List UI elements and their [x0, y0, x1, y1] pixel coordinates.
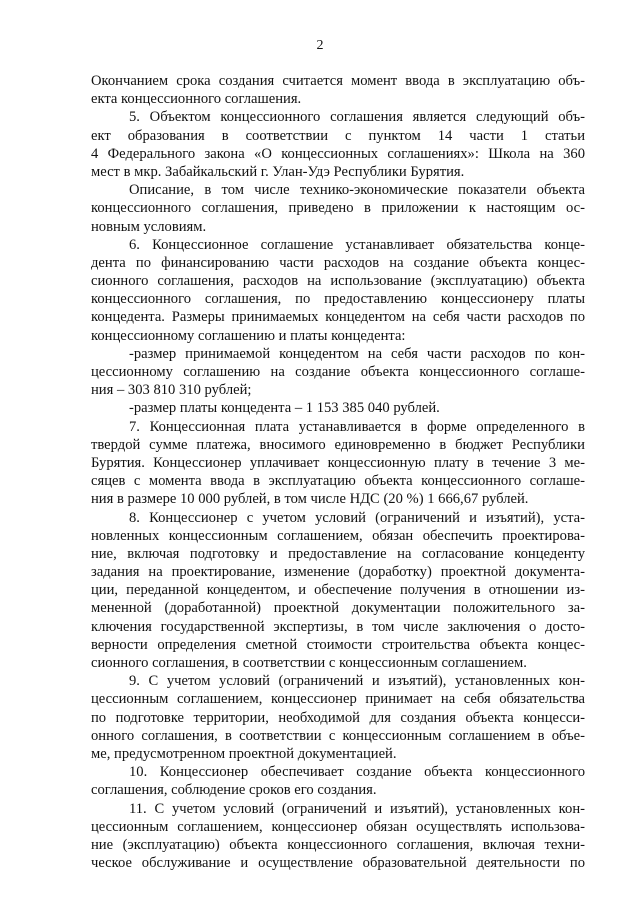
text-line: сионного соглашения, в соответствии с концессионным соглашением. [91, 655, 527, 671]
text-line: сяцев с момента ввода в эксплуатацию объекта концессионного соглаше- [91, 473, 585, 490]
text-line: екта концессионного соглашения. [91, 91, 302, 108]
text-line: ект образования в соответствии с пунктом 14 части 1 статьи [91, 127, 585, 144]
text-line: новленных концессионным соглашением, обязан обеспечить проектирова- [91, 527, 585, 544]
document-body [91, 72, 585, 872]
text-line: мененной (доработанной) проектной документации положительного за- [91, 600, 585, 617]
text-line: -размер платы концедента – 1 153 385 040 рублей. [129, 400, 440, 417]
text-line: 6. Концессионное соглашение устанавливает обязательства конце- [129, 236, 585, 253]
text-line: ние (эксплуатацию) объекта концессионного соглашения, включая техни- [91, 836, 585, 853]
text-line: задания на проектирование, изменение (доработку) проектной документа- [91, 564, 585, 581]
text-line: 10. Концессионер обеспечивает создание объекта концессионного [129, 764, 585, 781]
page-number: 2 [316, 38, 324, 53]
text-line: 7. Концессионная плата устанавливается в форме определенного в [129, 418, 585, 435]
text-line: сионного соглашения, расходов на использование (эксплуатацию) объекта [91, 273, 585, 290]
text-line: концессионного соглашения, по предоставлению концессионеру платы [91, 291, 585, 308]
text-line: 9. С учетом условий (ограничений и изъятий), установленных кон- [129, 673, 585, 690]
text-line: ческое обслуживание и осуществление образовательной деятельности по [91, 855, 585, 872]
text-line: ния в размере 10 000 рублей, в том числе НДС (20 %) 1 666,67 рублей. [91, 491, 529, 508]
text-line: Окончанием срока создания считается момент ввода в эксплуатацию объ- [91, 73, 585, 89]
text-line: ние, включая подготовку и предоставление на согласование концеденту [91, 545, 585, 562]
text-line: Бурятия. Концессионер уплачивает концессионную плату в течение 3 ме- [91, 454, 585, 471]
text-line: 8. Концессионер с учетом условий (ограничений и изъятий), уста- [129, 509, 585, 526]
text-line: концессионному соглашению и платы концедента: [91, 327, 406, 344]
text-line: ции, переданной концедентом, и обеспечение получения в отношении из- [91, 582, 585, 599]
text-line: Описание, в том числе технико-экономические показатели объекта [129, 182, 585, 199]
text-line: 11. С учетом условий (ограничений и изъятий), установленных кон- [129, 800, 585, 817]
text-line: твердой сумме платежа, вносимого единовременно в бюджет Республики [91, 436, 585, 453]
text-line: цессионным соглашением, концессионер принимает на себя обязательства [91, 691, 585, 708]
text-line: дента по финансированию части расходов на создание объекта концес- [91, 254, 585, 271]
text-line: цессионному соглашению на создание объекта концессионного соглаше- [91, 364, 585, 380]
text-line: по подготовке территории, необходимой для создания объекта концесси- [91, 709, 585, 726]
text-line: ключения государственной экспертизы, в том числе заключения о досто- [91, 618, 585, 635]
text-line: цессионным соглашением, концессионер обязан осуществлять использова- [91, 818, 585, 835]
text-line: новным условиям. [91, 218, 207, 235]
text-line: 4 Федерального закона «О концессионных соглашениях»: Школа на 360 [91, 145, 585, 162]
text-line: соглашения, соблюдение сроков его создания. [91, 782, 377, 799]
text-line: -размер принимаемой концедентом на себя части расходов по кон- [129, 345, 585, 362]
text-line: верности определения сметной стоимости строительства объекта концес- [91, 636, 585, 653]
text-line: ме, предусмотренном проектной документацией. [91, 745, 397, 762]
text-line: онного соглашения, в соответствии с концессионным соглашением в объе- [91, 727, 585, 744]
text-line: мест в мкр. Забайкальский г. Улан-Удэ Республики Бурятия. [91, 163, 465, 180]
text-line: ния – 303 810 310 рублей; [91, 382, 252, 399]
text-line: 5. Объектом концессионного соглашения является следующий объ- [129, 109, 585, 126]
text-line: концедента. Размеры принимаемых концедентом на себя части расходов по [91, 309, 585, 326]
text-line: концессионного соглашения, приведено в приложении к настоящим ос- [91, 200, 585, 217]
